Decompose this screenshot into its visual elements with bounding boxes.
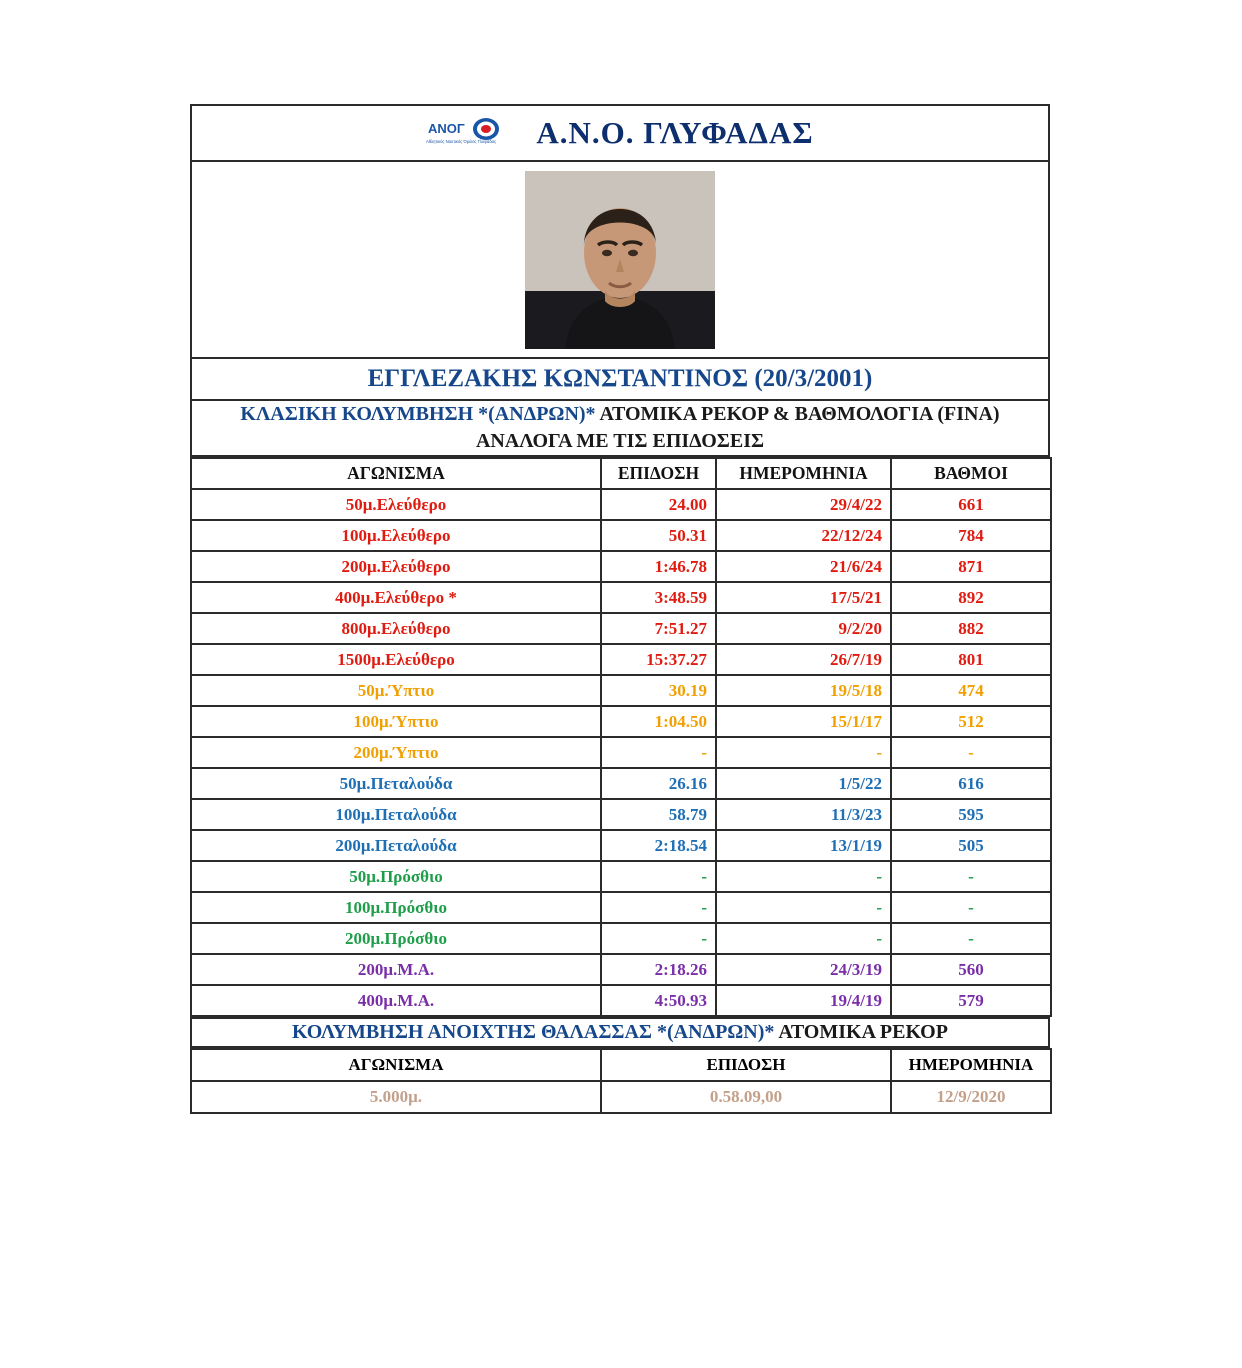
cell-time: 15:37.27 <box>601 644 716 675</box>
cell-date: 24/3/19 <box>716 954 891 985</box>
cell-points: 882 <box>891 613 1051 644</box>
club-header-cell <box>191 105 1049 161</box>
table-row <box>191 954 1051 985</box>
cell-time: 1:04.50 <box>601 706 716 737</box>
cell-date: 13/1/19 <box>716 830 891 861</box>
cell-date: - <box>716 737 891 768</box>
cell-date: - <box>716 923 891 954</box>
cell-time: 58.79 <box>601 799 716 830</box>
cell-date: 12/9/2020 <box>891 1081 1051 1113</box>
cell-time: 2:18.26 <box>601 954 716 985</box>
cell-points: 474 <box>891 675 1051 706</box>
cell-points: 801 <box>891 644 1051 675</box>
cell-date: 15/1/17 <box>716 706 891 737</box>
cell-time: 0.58.09,00 <box>601 1081 891 1113</box>
ow-col-date: ΗΜΕΡΟΜΗΝΙΑ <box>891 1049 1051 1081</box>
table-row <box>191 830 1051 861</box>
cell-time: 2:18.54 <box>601 830 716 861</box>
cell-points: - <box>891 892 1051 923</box>
athlete-name: ΕΓΓΛΕΖΑΚΗΣ ΚΩΝΣΤΑΝΤΙΝΟΣ (20/3/2001) <box>191 358 1049 400</box>
svg-text:Αθλητικός Ναυτικός Όμιλος Γλυφ: Αθλητικός Ναυτικός Όμιλος Γλυφάδας <box>426 139 497 144</box>
cell-event: 50μ.Πρόσθιο <box>191 861 601 892</box>
table-row <box>191 489 1051 520</box>
table-row <box>191 985 1051 1016</box>
svg-text:ΑΝΟΓ: ΑΝΟΓ <box>428 121 466 136</box>
cell-points: 892 <box>891 582 1051 613</box>
cell-event: 200μ.Ύπτιο <box>191 737 601 768</box>
cell-points: - <box>891 861 1051 892</box>
table-row <box>191 520 1051 551</box>
cell-points: 595 <box>891 799 1051 830</box>
cell-event: 50μ.Ελεύθερο <box>191 489 601 520</box>
cell-event: 100μ.Πεταλούδα <box>191 799 601 830</box>
cell-time: 7:51.27 <box>601 613 716 644</box>
table-row <box>191 737 1051 768</box>
pool-records-table <box>190 457 1052 1017</box>
open-water-table <box>190 1048 1052 1114</box>
table-row <box>191 768 1051 799</box>
cell-date: 26/7/19 <box>716 644 891 675</box>
cell-date: 1/5/22 <box>716 768 891 799</box>
cell-event: 200μ.Πρόσθιο <box>191 923 601 954</box>
club-logo-icon <box>426 116 510 146</box>
cell-points: 616 <box>891 768 1051 799</box>
cell-event: 200μ.Ελεύθερο <box>191 551 601 582</box>
cell-date: 22/12/24 <box>716 520 891 551</box>
club-title: Α.Ν.Ο. ΓΛΥΦΑΔΑΣ <box>536 115 814 150</box>
open-water-title-dark: ΑΤΟΜΙΚΑ ΡΕΚΟΡ <box>774 1021 948 1043</box>
cell-date: - <box>716 892 891 923</box>
table-row <box>191 582 1051 613</box>
open-water-title-blue: ΚΟΛΥΜΒΗΣΗ ΑΝΟΙΧΤΗΣ ΘΑΛΑΣΣΑΣ *(ΑΝΔΡΩΝ)* <box>292 1021 775 1043</box>
cell-date: 19/4/19 <box>716 985 891 1016</box>
cell-date: 29/4/22 <box>716 489 891 520</box>
table-row <box>191 799 1051 830</box>
cell-points: 871 <box>891 551 1051 582</box>
cell-points: 784 <box>891 520 1051 551</box>
cell-points: 512 <box>891 706 1051 737</box>
cell-points: - <box>891 737 1051 768</box>
col-event: ΑΓΩΝΙΣΜΑ <box>191 458 601 489</box>
cell-time: - <box>601 737 716 768</box>
cell-event: 400μ.Ελεύθερο * <box>191 582 601 613</box>
cell-date: 9/2/20 <box>716 613 891 644</box>
col-points: ΒΑΘΜΟΙ <box>891 458 1051 489</box>
athlete-photo <box>525 171 715 349</box>
pool-section-title-blue: ΚΛΑΣΙΚΗ ΚΟΛΥΜΒΗΣΗ *(ΑΝΔΡΩΝ)* <box>240 403 596 425</box>
cell-time: 30.19 <box>601 675 716 706</box>
cell-event: 50μ.Πεταλούδα <box>191 768 601 799</box>
cell-date: 21/6/24 <box>716 551 891 582</box>
ow-col-time: ΕΠΙΔΟΣΗ <box>601 1049 891 1081</box>
cell-event: 200μ.Πεταλούδα <box>191 830 601 861</box>
table-row <box>191 644 1051 675</box>
table-row <box>191 706 1051 737</box>
cell-event: 100μ.Ύπτιο <box>191 706 601 737</box>
cell-event: 1500μ.Ελεύθερο <box>191 644 601 675</box>
table-row <box>191 551 1051 582</box>
cell-event: 5.000μ. <box>191 1081 601 1113</box>
table-row <box>191 861 1051 892</box>
cell-time: 1:46.78 <box>601 551 716 582</box>
cell-date: 17/5/21 <box>716 582 891 613</box>
record-sheet <box>190 104 1050 1114</box>
open-water-header-row <box>191 1049 1051 1081</box>
table-row <box>191 675 1051 706</box>
ow-col-event: ΑΓΩΝΙΣΜΑ <box>191 1049 601 1081</box>
athlete-photo-cell <box>191 161 1049 358</box>
pool-records-header-row <box>191 458 1051 489</box>
pool-section-title <box>191 400 1049 456</box>
cell-date: 19/5/18 <box>716 675 891 706</box>
col-date: ΗΜΕΡΟΜΗΝΙΑ <box>716 458 891 489</box>
cell-points: - <box>891 923 1051 954</box>
cell-event: 800μ.Ελεύθερο <box>191 613 601 644</box>
cell-time: - <box>601 892 716 923</box>
cell-date: 11/3/23 <box>716 799 891 830</box>
cell-time: 50.31 <box>601 520 716 551</box>
cell-points: 579 <box>891 985 1051 1016</box>
cell-date: - <box>716 861 891 892</box>
open-water-title-table <box>190 1017 1050 1048</box>
cell-event: 100μ.Ελεύθερο <box>191 520 601 551</box>
cell-time: 4:50.93 <box>601 985 716 1016</box>
cell-points: 505 <box>891 830 1051 861</box>
cell-time: 24.00 <box>601 489 716 520</box>
table-row <box>191 613 1051 644</box>
cell-event: 200μ.Μ.Α. <box>191 954 601 985</box>
cell-points: 560 <box>891 954 1051 985</box>
cell-points: 661 <box>891 489 1051 520</box>
col-time: ΕΠΙΔΟΣΗ <box>601 458 716 489</box>
cell-time: - <box>601 923 716 954</box>
pool-section-title-dark: ΑΤΟΜΙΚΑ ΡΕΚΟΡ & ΒΑΘΜΟΛΟΓΙΑ (FINA) ΑΝΑΛΟΓΑ ΜΕ ΤΙΣ ΕΠΙΔΟΣΕΙΣ <box>475 403 1000 452</box>
cell-time: - <box>601 861 716 892</box>
cell-time: 26.16 <box>601 768 716 799</box>
header-table <box>190 104 1050 457</box>
table-row <box>191 1081 1051 1113</box>
table-row <box>191 923 1051 954</box>
cell-event: 50μ.Ύπτιο <box>191 675 601 706</box>
cell-time: 3:48.59 <box>601 582 716 613</box>
cell-event: 100μ.Πρόσθιο <box>191 892 601 923</box>
table-row <box>191 892 1051 923</box>
cell-event: 400μ.Μ.Α. <box>191 985 601 1016</box>
open-water-section-title <box>191 1018 1049 1047</box>
